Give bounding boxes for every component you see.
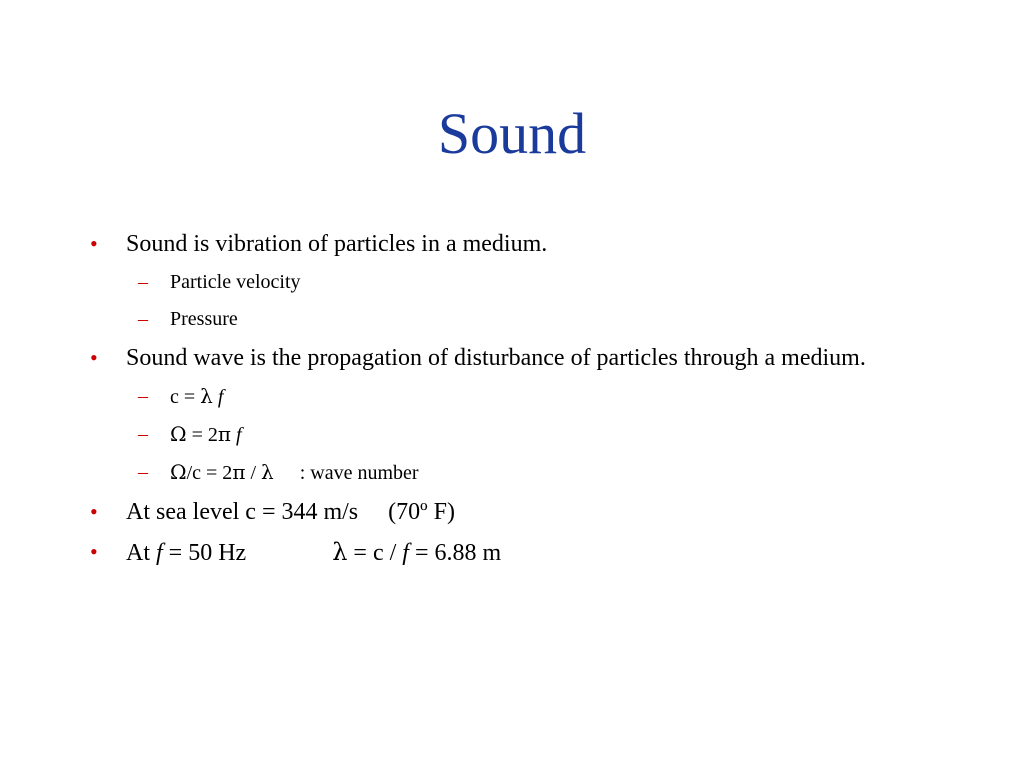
dash-icon: – bbox=[138, 271, 148, 293]
lambda-symbol: λ bbox=[261, 460, 274, 484]
formula-item bbox=[90, 382, 950, 411]
bullet-prefix: At bbox=[126, 540, 156, 566]
formula-note: : wave number bbox=[299, 462, 419, 484]
equation-middle: = c / bbox=[347, 540, 403, 566]
frequency-symbol: f bbox=[402, 540, 409, 566]
sub-item bbox=[90, 305, 950, 333]
sub-text: Particle velocity bbox=[170, 271, 301, 293]
bullet-text: Sound is vibration of particles in a medium. bbox=[126, 231, 548, 257]
bullet-text: Sound wave is the propagation of disturbance of particles through a medium. bbox=[126, 345, 866, 371]
slide-title: Sound bbox=[437, 101, 587, 166]
dash-icon: – bbox=[138, 385, 148, 407]
equation-result: = 6.88 m bbox=[408, 540, 502, 566]
bullet-note: (70º F) bbox=[388, 499, 455, 525]
bullet-item bbox=[90, 496, 950, 528]
formula-mid: /c = 2 bbox=[186, 462, 233, 484]
bullet-icon: • bbox=[90, 231, 98, 256]
dash-icon: – bbox=[138, 308, 148, 330]
formula-item bbox=[90, 458, 950, 487]
formula-lhs: c = bbox=[170, 386, 201, 408]
bullet-icon: • bbox=[90, 539, 98, 564]
bullet-item bbox=[90, 536, 950, 569]
frequency-symbol: f bbox=[217, 386, 224, 408]
omega-symbol: Ω bbox=[170, 422, 187, 446]
omega-symbol: Ω bbox=[170, 460, 187, 484]
formula-mid: = 2 bbox=[186, 424, 218, 446]
pi-symbol: π bbox=[232, 460, 246, 484]
sub-text: Pressure bbox=[170, 308, 238, 330]
bullet-icon: • bbox=[90, 499, 98, 524]
frequency-symbol: f bbox=[236, 424, 242, 446]
slide-body bbox=[90, 228, 950, 577]
frequency-value: = 50 Hz bbox=[162, 540, 247, 566]
pi-symbol: π bbox=[217, 422, 232, 446]
bullet-item bbox=[90, 342, 950, 374]
sub-item bbox=[90, 268, 950, 296]
lambda-symbol: λ bbox=[200, 384, 213, 408]
frequency-symbol: f bbox=[156, 540, 163, 566]
dash-icon: – bbox=[138, 423, 148, 445]
bullet-item bbox=[90, 228, 950, 260]
dash-icon: – bbox=[138, 461, 148, 483]
bullet-icon: • bbox=[90, 345, 98, 370]
lambda-symbol: λ bbox=[332, 538, 348, 566]
bullet-text: At sea level c = 344 m/s bbox=[126, 499, 359, 525]
formula-item bbox=[90, 420, 950, 449]
formula-slash: / bbox=[245, 462, 262, 484]
